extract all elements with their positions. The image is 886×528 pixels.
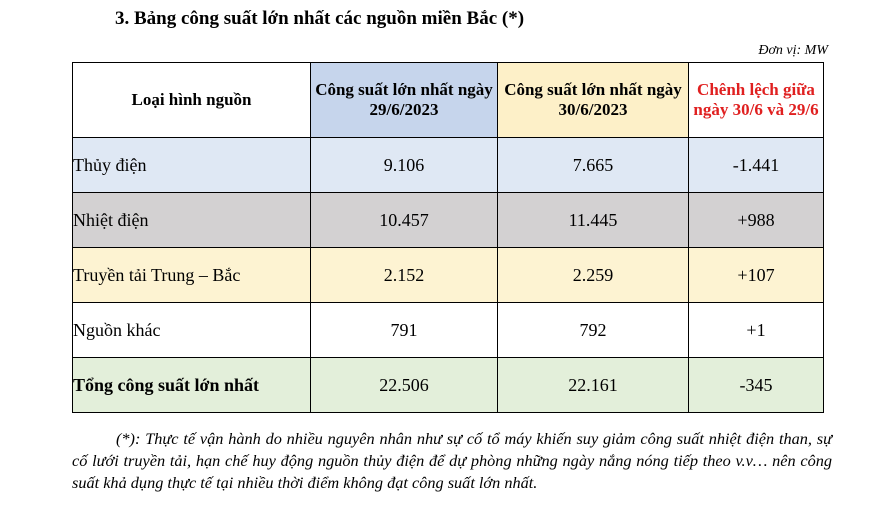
- row-source-type: Nguồn khác: [73, 303, 311, 358]
- row-value-diff: -1.441: [689, 138, 824, 193]
- row-value-day1: 791: [311, 303, 498, 358]
- table-row: [73, 193, 824, 248]
- table-row: [73, 303, 824, 358]
- row-value-day2: 22.161: [498, 358, 689, 413]
- row-source-type: Tổng công suất lớn nhất: [73, 358, 311, 413]
- header-source-type: Loại hình nguồn: [73, 63, 311, 138]
- header-difference: Chênh lệch giữa ngày 30/6 và 29/6: [689, 63, 824, 138]
- row-source-type: Thủy điện: [73, 138, 311, 193]
- row-source-type: Nhiệt điện: [73, 193, 311, 248]
- row-value-diff: +107: [689, 248, 824, 303]
- row-value-diff: -345: [689, 358, 824, 413]
- row-value-day1: 2.152: [311, 248, 498, 303]
- row-value-day2: 11.445: [498, 193, 689, 248]
- row-value-diff: +1: [689, 303, 824, 358]
- unit-note: Đơn vị: MW: [758, 43, 828, 58]
- row-value-day2: 2.259: [498, 248, 689, 303]
- footnote: (*): Thực tế vận hành do nhiều nguyên nhân như sự cố tổ máy khiến suy giảm công suất nhiệt điện than, sự cố lưới truyền tải, hạn chế huy động nguồn thủy điện để dự phòng những ngày nắng nóng tiếp theo v.v… nên công suất khả dụng thực tế tại nhiều thời điểm không đạt công suất lớn nhất.: [72, 429, 832, 492]
- row-value-day1: 9.106: [311, 138, 498, 193]
- row-value-day2: 792: [498, 303, 689, 358]
- row-value-day2: 7.665: [498, 138, 689, 193]
- row-source-type: Truyền tải Trung – Bắc: [73, 248, 311, 303]
- header-max-capacity-30-6: Công suất lớn nhất ngày 30/6/2023: [498, 63, 689, 138]
- table-row: [73, 138, 824, 193]
- header-max-capacity-29-6: Công suất lớn nhất ngày 29/6/2023: [311, 63, 498, 138]
- row-value-diff: +988: [689, 193, 824, 248]
- table-header-row: [73, 63, 824, 138]
- power-capacity-table: [72, 62, 824, 413]
- row-value-day1: 10.457: [311, 193, 498, 248]
- table-total-row: [73, 358, 824, 413]
- section-title: 3. Bảng công suất lớn nhất các nguồn miền Bắc (*): [115, 8, 525, 29]
- row-value-day1: 22.506: [311, 358, 498, 413]
- table-row: [73, 248, 824, 303]
